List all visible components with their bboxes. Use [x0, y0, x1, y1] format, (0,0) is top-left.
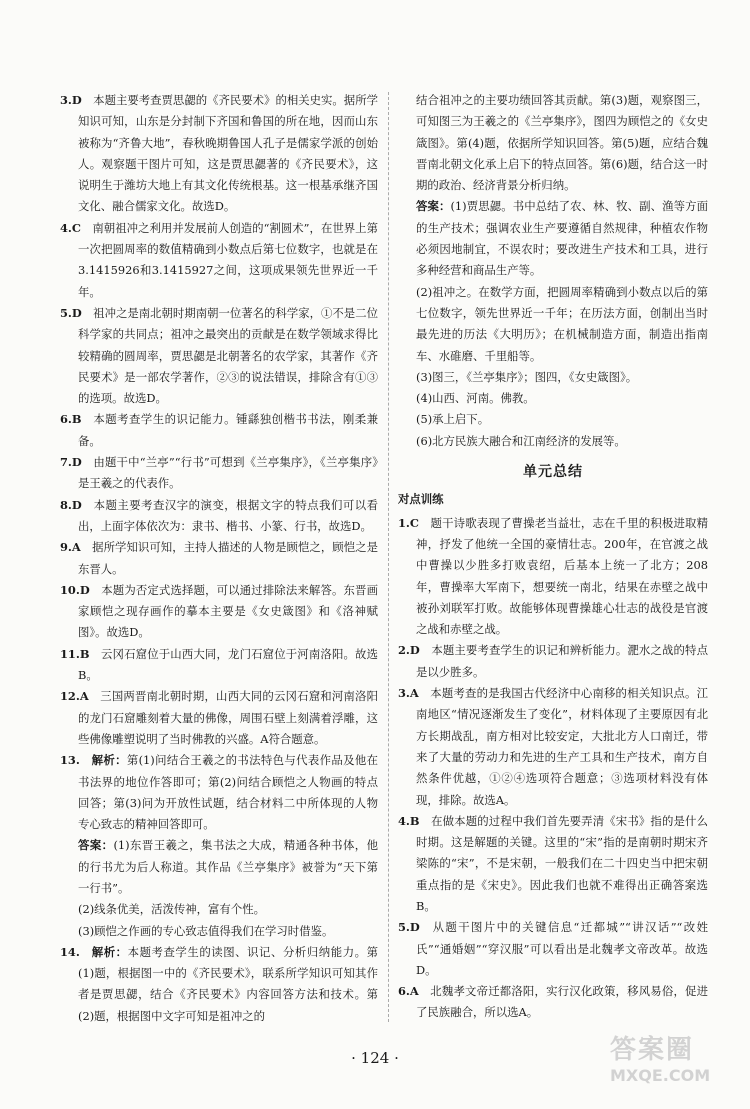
- item-number: 11.B: [60, 646, 90, 661]
- answer-item: [60, 921, 378, 942]
- item-label: 解析：: [91, 944, 128, 959]
- answer-item: [60, 303, 378, 409]
- answer-continuation: [398, 90, 708, 452]
- item-number: 5.D: [398, 920, 420, 935]
- watermark-text: 答案圈: [610, 1035, 695, 1065]
- answer-item: [60, 537, 378, 580]
- page-number: · 124 ·: [351, 1049, 399, 1067]
- item-text: 结合祖冲之的主要功绩回答其贡献。第(3)题，观察图三，可知图三为王羲之的《兰亭集序》，图四为顾恺之的《女史箴图》。第(4)题，依据所学知识回答。第(5)题，应结合魏晋南北朝文化承上启下的特点回答。第(6)题，结合这一时期的政治、经济背景分析归纳。: [416, 93, 708, 193]
- item-text: 本题主要考查汉字的演变，根据文字的特点我们可以看出，上面字体依次为：隶书、楷书、小篆、行书，故选D。: [78, 497, 378, 533]
- item-text: 三国两晋南北朝时期，山西大同的云冈石窟和河南洛阳的龙门石窟雕刻着大量的佛像，周围石壁上刻满着浮雕，这些佛像雕塑说明了当时佛教的兴盛。A符合题意。: [78, 689, 378, 746]
- answer-item: [398, 917, 708, 981]
- answer-item: [60, 218, 378, 303]
- subsection-title: 对点训练: [398, 492, 444, 507]
- item-label: 解析：: [91, 753, 127, 768]
- item-number: 5.D: [60, 305, 82, 320]
- answer-item: [398, 196, 708, 281]
- right-column: [398, 90, 708, 1024]
- item-number: 13.: [60, 753, 80, 768]
- item-text: (2)线条优美，活泼传神，富有个性。: [78, 902, 265, 917]
- item-text: (3)顾恺之作画的专心致志值得我们在学习时借鉴。: [78, 923, 334, 938]
- item-text: 本题主要考查学生的识记和辨析能力。淝水之战的特点是以少胜多。: [416, 643, 708, 679]
- answer-item: [398, 811, 708, 917]
- item-label: 答案：: [416, 199, 451, 214]
- item-number: 3.D: [60, 93, 82, 107]
- item-text: (3)图三，《兰亭集序》；图四，《女史箴图》。: [416, 369, 638, 384]
- item-text: 本题考查学生的读图、识记、分析归纳能力。第(1)题，根据图一中的《齐民要术》，联系所学知识可知其作者是贾思勰，结合《齐民要术》内容回答方法和技术。第(2)题，根据图中文字可知是祖冲之的: [78, 944, 378, 1023]
- answer-item: [398, 431, 708, 452]
- item-number: 4.C: [60, 220, 81, 235]
- item-text: 第(1)问结合王羲之的书法特色与代表作品及他在书法界的地位作答即可；第(2)问结合顾恺之人物画的特点回答；第(3)问为开放性试题，结合材料二中所体现的人物专心致志的精神回答即可。: [78, 753, 378, 832]
- answer-item: [60, 942, 378, 1027]
- item-text: (1)贾思勰。书中总结了农、林、牧、副、渔等方面的生产技术；强调农业生产要遵循自然规律，种植农作物必须因地制宜，不误农时；要改进生产技术和工具，进行多种经营和商品生产等。: [416, 199, 708, 278]
- item-number: 8.D: [60, 497, 82, 512]
- answer-item: [60, 495, 378, 538]
- item-text: 云冈石窟位于山西大同，龙门石窟位于河南洛阳。故选B。: [78, 646, 378, 683]
- answer-item: [398, 90, 708, 196]
- item-text: (5)承上启下。: [416, 412, 490, 427]
- watermark-logo: [610, 1029, 728, 1087]
- item-text: 本题主要考查贾思勰的《齐民要术》的相关史实。据所学知识可知，山东是分封制下齐国和鲁国的所在地，因而山东被称为“齐鲁大地”，春秋晚期鲁国人孔子是儒家学派的创始人。观察题干图片可知，这是贾思勰著的《齐民要术》，这说明生于潍坊大地上有其文化传统根基。这一根基承继齐国文化、融合儒家文化。故选D。: [78, 93, 378, 214]
- item-number: 6.B: [60, 412, 82, 427]
- item-text: 北魏孝文帝迁都洛阳，实行汉化政策，移风易俗，促进了民族融合，所以选A。: [416, 984, 708, 1020]
- item-text: 在做本题的过程中我们首先要弄清《宋书》指的是什么时期。这是解题的关键。这里的“宋”指的是南朝时期宋齐梁陈的“宋”，不是宋朝，一般我们在二十四史当中把宋朝重点指的是《宋史》。因此我们也就不难得出正确答案选B。: [416, 813, 708, 913]
- answer-item: [60, 686, 378, 750]
- item-number: 10.D: [60, 582, 90, 597]
- item-text: 南朝祖冲之利用并发展前人创造的“割圆术”，在世界上第一次把圆周率的数值精确到小数点后第七位数字，也就是在3.1415926和3.1415927之间，这项成果领先世界近一千年。: [78, 220, 378, 299]
- item-number: 6.A: [398, 984, 419, 999]
- item-text: (6)北方民族大融合和江南经济的发展等。: [416, 433, 626, 448]
- practice-answers: [398, 513, 708, 1024]
- item-number: 7.D: [60, 455, 82, 470]
- answer-item: [398, 409, 708, 430]
- item-text: 本题考查的是我国古代经济中心南移的相关知识点。江南地区“情况逐渐发生了变化”，材料体现了主要原因有北方长期战乱，南方相对比较安定，大批北方人口南迁，带来了大量的劳动力和先进的生产工具和生产技术，南方自然条件优越，①②④选项符合题意；③选项材料没有体现，排除。故选A。: [416, 686, 708, 807]
- item-number: 2.D: [398, 643, 420, 658]
- answer-item: [60, 644, 378, 687]
- answer-item: [398, 367, 708, 388]
- answer-item: [398, 282, 708, 367]
- item-text: 从题干图片中的关键信息“迁都城”“讲汉话”“改姓氏”“通婚姻”“穿汉服”可以看出是北魏孝文帝改革。故选D。: [416, 920, 708, 977]
- item-number: 4.B: [398, 813, 420, 828]
- answer-item: [60, 750, 378, 835]
- answer-item: [60, 835, 378, 899]
- answer-item: [398, 981, 708, 1024]
- item-number: 3.A: [398, 686, 419, 701]
- answer-item: [60, 580, 378, 644]
- section-title: 单元总结: [523, 464, 583, 481]
- item-number: 12.A: [60, 689, 89, 704]
- item-text: 本题考查学生的识记能力。锺繇独创楷书书法，刚柔兼备。: [78, 412, 378, 448]
- item-text: 本题为否定式选择题，可以通过排除法来解答。东晋画家顾恺之现存画作的摹本主要是《女史箴图》和《洛神赋图》。故选D。: [78, 582, 378, 640]
- watermark-url: MXQE.COM: [610, 1066, 711, 1085]
- item-text: (4)山西、河南。佛教。: [416, 391, 535, 406]
- item-number: 1.C: [398, 515, 419, 530]
- answer-item: [398, 513, 708, 641]
- answer-item: [398, 388, 708, 409]
- answer-item: [60, 452, 378, 495]
- item-number: 14.: [60, 944, 80, 959]
- answer-item: [60, 899, 378, 920]
- answer-item: [60, 90, 378, 218]
- item-number: 9.A: [60, 540, 81, 555]
- item-text: (2)祖冲之。在数学方面，把圆周率精确到小数点以后的第七位数字，领先世界近一千年；在历法方面，创制出当时最先进的历法《大明历》；在机械制造方面，制造出指南车、水碓磨、千里船等。: [416, 284, 708, 363]
- item-text: 据所学知识可知，主持人描述的人物是顾恺之，顾恺之是东晋人。: [78, 540, 378, 576]
- item-text: (1)东晋王羲之，集书法之大成，精通各种书体，他的行书尤为后人称道。其作品《兰亭集序》被誉为“天下第一行书”。: [78, 838, 378, 895]
- item-text: 祖冲之是南北朝时期南朝一位著名的科学家，①不是二位科学家的共同点；祖冲之最突出的贡献是在数学领域求得比较精确的圆周率，贾思勰是北朝著名的农学家，其著作《齐民要术》是一部农学著作，②③的说法错误，排除含有①③的选项。故选D。: [78, 305, 378, 406]
- column-divider: [388, 92, 389, 1022]
- item-text: 题干诗歌表现了曹操老当益壮，志在千里的积极进取精神，抒发了他统一全国的豪情壮志。200年，在官渡之战中曹操以少胜多打败袁绍，后基本上统一了北方；208年，曹操率大军南下，想要统一南北，结果在赤壁之战中被孙刘联军打败。故能够体现曹操雄心壮志的战役是官渡之战和赤壁之战。: [416, 515, 708, 637]
- answer-item: [398, 683, 708, 811]
- answer-item: [398, 640, 708, 683]
- left-column: [60, 90, 378, 1027]
- answer-item: [60, 409, 378, 452]
- item-label: 答案：: [78, 838, 114, 853]
- item-text: 由题干中“兰亭”“行书”可想到《兰亭集序》，《兰亭集序》是王羲之的代表作。: [78, 455, 378, 491]
